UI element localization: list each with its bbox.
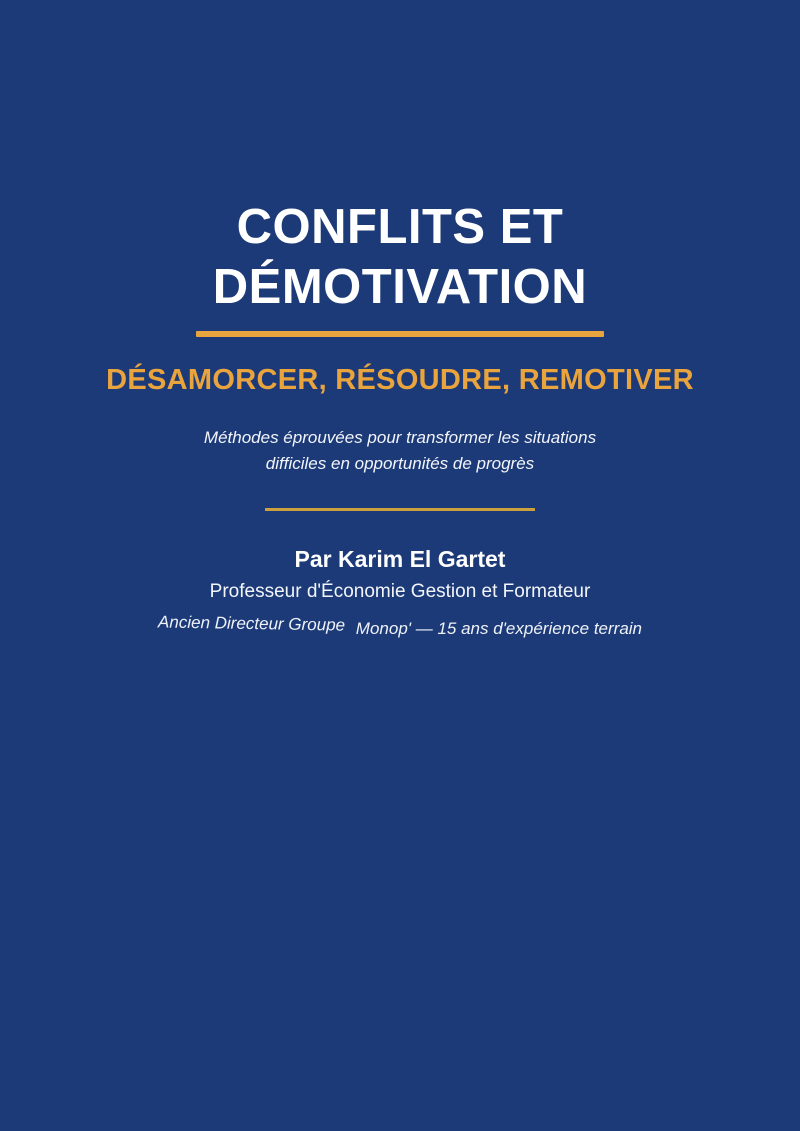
book-title (0, 197, 800, 317)
author-credential-part-2: Monop' — 15 ans d'expérience terrain (355, 619, 643, 638)
tagline-line-2: difficiles en opportunités de progrès (265, 454, 535, 473)
gold-divider-bottom (265, 508, 535, 511)
author-byline: Par Karim El Gartet (294, 546, 506, 572)
tagline-line-1: Méthodes éprouvées pour transformer les situations (203, 428, 597, 447)
book-subtitle: DÉSAMORCER, RÉSOUDRE, REMOTIVER (106, 364, 694, 396)
author-role: Professeur d'Économie Gestion et Formateur (209, 581, 591, 602)
gold-divider-top (196, 331, 604, 337)
book-title-line-2: DÉMOTIVATION (212, 260, 588, 314)
tagline (0, 425, 800, 477)
author-credential-part-1: Ancien Directeur Groupe (157, 612, 346, 635)
book-title-line-1: CONFLITS ET (236, 200, 564, 254)
author-credential (0, 612, 800, 640)
